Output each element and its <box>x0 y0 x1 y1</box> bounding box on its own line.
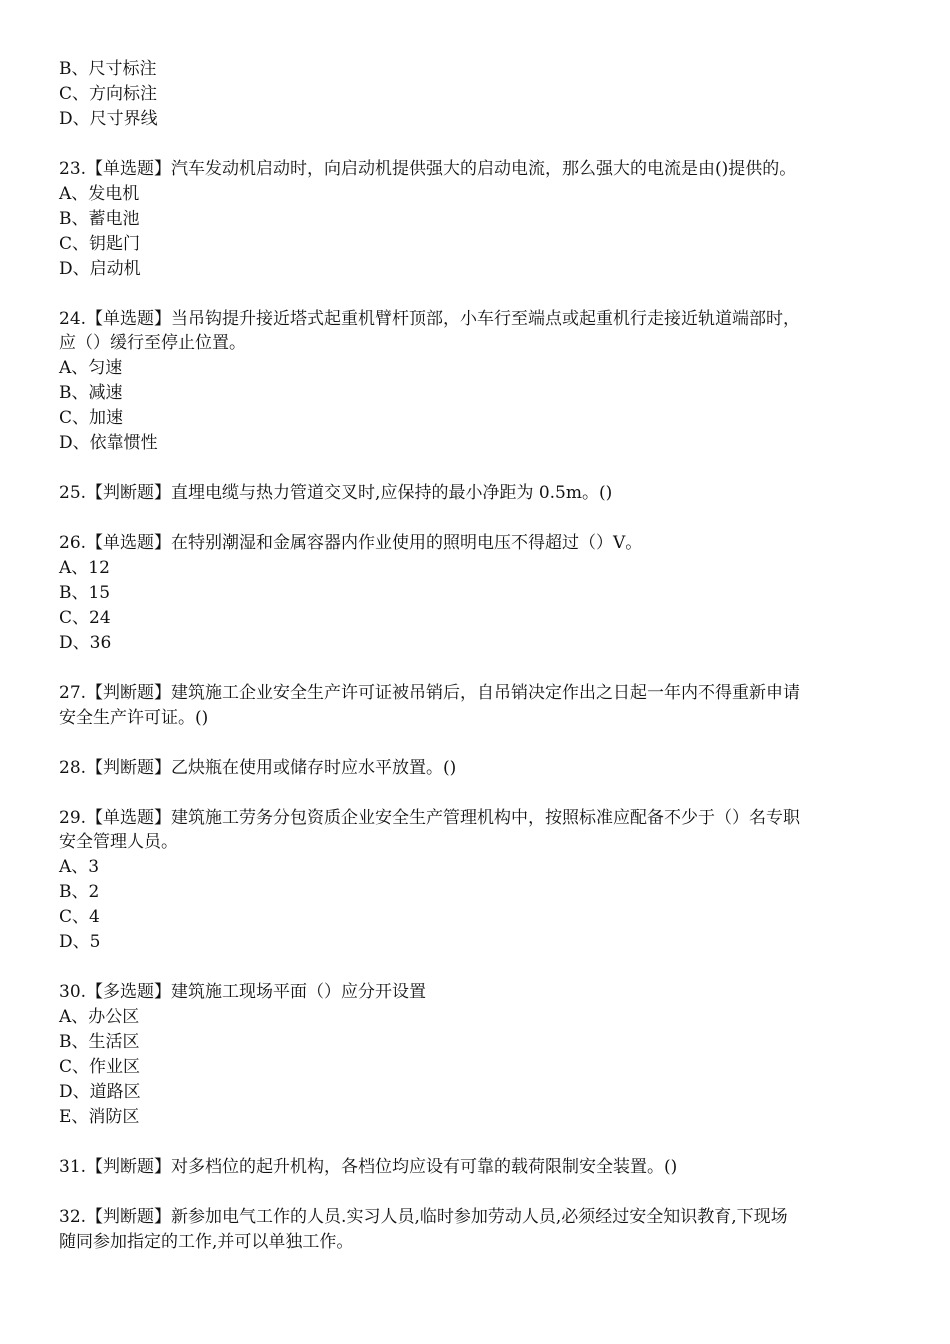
text-line: D、道路区 <box>59 1081 141 1102</box>
text-line: B、蓄电池 <box>59 208 140 229</box>
text-line: 25.【判断题】直埋电缆与热力管道交叉时,应保持的最小净距为 0.5m。() <box>59 483 613 504</box>
text-line: 24.【单选题】当吊钩提升接近塔式起重机臂杆顶部，小车行至端点或起重机行走接近轨道端部时， <box>59 308 801 329</box>
text-line: 安全管理人员。 <box>59 832 178 853</box>
text-line: 23.【单选题】汽车发动机启动时，向启动机提供强大的启动电流，那么强大的电流是由()提供的。 <box>59 158 797 179</box>
text-line: D、启动机 <box>59 258 141 279</box>
text-line: C、作业区 <box>59 1057 141 1077</box>
text-line: A、办公区 <box>59 1007 140 1028</box>
text-line: C、钥匙门 <box>59 233 141 254</box>
text-line: C、4 <box>59 907 100 928</box>
blank-line <box>59 506 899 531</box>
blank-line <box>59 282 899 307</box>
blank-line <box>59 781 899 806</box>
text-line: D、尺寸界线 <box>59 108 158 129</box>
text-line: D、36 <box>59 632 112 653</box>
blank-line <box>59 731 899 756</box>
text-line: C、方向标注 <box>59 83 158 104</box>
text-line: A、匀速 <box>59 358 123 379</box>
text-line: D、依靠惯性 <box>59 433 158 454</box>
text-line: 32.【判断题】新参加电气工作的人员.实习人员,临时参加劳动人员,必须经过安全知识教育,下现场 <box>59 1206 788 1227</box>
text-line: B、尺寸标注 <box>59 59 157 79</box>
text-line: A、12 <box>59 558 110 578</box>
text-line: B、15 <box>59 582 111 603</box>
text-line: D、5 <box>59 932 101 953</box>
text-line: 27.【判断题】建筑施工企业安全生产许可证被吊销后，自吊销决定作出之日起一年内不得重新申请 <box>59 682 801 703</box>
text-line: 30.【多选题】建筑施工现场平面（）应分开设置 <box>59 982 427 1003</box>
text-line: 安全生产许可证。() <box>59 707 209 728</box>
blank-line <box>59 1180 899 1205</box>
text-line: 应（）缓行至停止位置。 <box>59 333 246 354</box>
blank-line <box>59 955 899 980</box>
blank-line <box>59 456 899 481</box>
text-line: 29.【单选题】建筑施工劳务分包资质企业安全生产管理机构中，按照标准应配备不少于（）名专职 <box>59 807 801 828</box>
text-line: A、发电机 <box>59 183 140 204</box>
text-line: B、2 <box>59 882 100 903</box>
blank-line <box>59 132 899 157</box>
blank-line <box>59 656 899 681</box>
text-line: B、减速 <box>59 383 123 404</box>
text-line: E、消防区 <box>59 1106 140 1127</box>
text-line: 28.【判断题】乙炔瓶在使用或储存时应水平放置。() <box>59 757 457 778</box>
text-line: B、生活区 <box>59 1032 140 1053</box>
text-line: C、24 <box>59 607 111 628</box>
text-line: 随同参加指定的工作,并可以单独工作。 <box>59 1231 354 1252</box>
text-line: A、3 <box>59 857 100 878</box>
text-line: 26.【单选题】在特别潮湿和金属容器内作业使用的照明电压不得超过（）V。 <box>59 533 643 554</box>
text-line: 31.【判断题】对多档位的起升机构，各档位均应设有可靠的载荷限制安全装置。() <box>59 1156 678 1177</box>
text-line: C、加速 <box>59 408 124 429</box>
blank-line <box>59 1130 899 1155</box>
